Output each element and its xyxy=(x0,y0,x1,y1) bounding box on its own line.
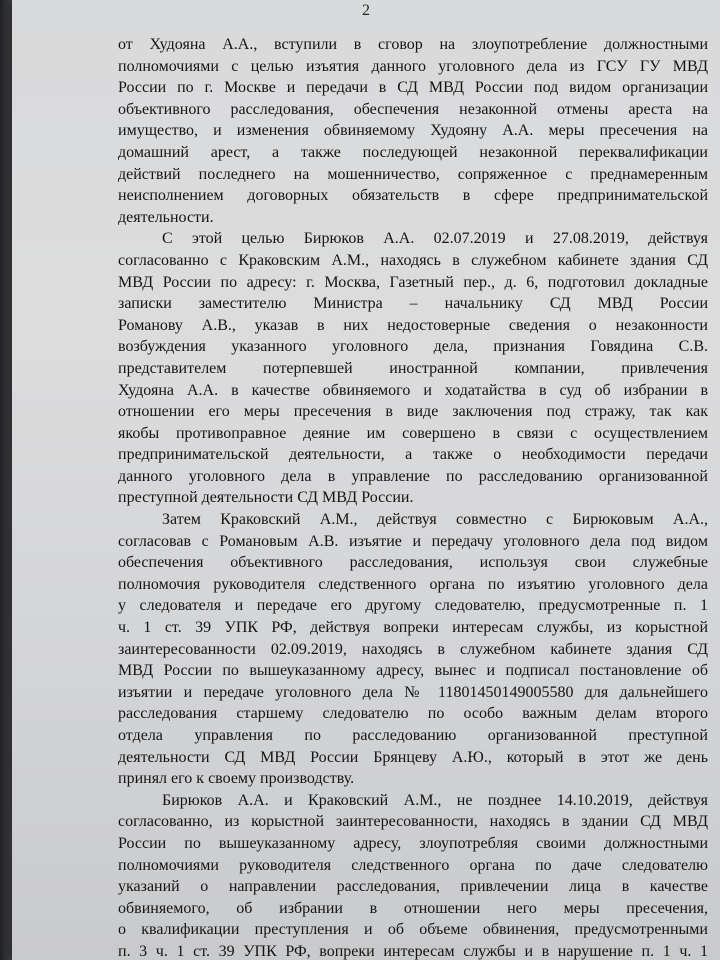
text-line: отношении его меры пресечения в виде заключения под стражу, так как xyxy=(118,403,708,421)
text-line: от Худояна А.А., вступили в сговор на злоупотребление должностными xyxy=(118,36,708,53)
paragraph xyxy=(118,509,708,790)
text-line: согласовав с Романовым А.В. изъятие и передачу уголовного дела под видом xyxy=(118,532,708,550)
text-line: ч. 1 ст. 39 УПК РФ, действуя вопреки интересам службы, из корыстной xyxy=(118,619,708,637)
text-line: расследования старшему следователю по особо важным делам второго xyxy=(118,705,708,723)
text-line: п. 3 ч. 1 ст. 39 УПК РФ, вопреки интересам службы и в нарушение п. 1 ч. 1 xyxy=(118,942,708,960)
text-line: представителем потерпевшей иностранной компании, привлечения xyxy=(118,359,708,377)
text-line: записки заместителю Министра – начальнику СД МВД России xyxy=(118,295,708,313)
text-line: России по вышеуказанному адресу, злоупотребляя своими должностными xyxy=(118,834,708,852)
text-line: принял его к своему производству. xyxy=(118,770,355,788)
text-line: у следователя и передаче его другому следователю, предусмотренные п. 1 xyxy=(118,597,708,615)
text-line: обеспечения объективного расследования, используя свои служебные xyxy=(118,554,708,572)
text-line: предпринимательской деятельности, а также о необходимости передачи xyxy=(118,446,708,464)
text-line: обвиняемого, об избрании в отношении него меры пресечения, xyxy=(118,899,708,917)
text-line: изъятии и передаче уголовного дела № 11801450149005580 для дальнейшего xyxy=(118,683,708,701)
text-line: МВД России по адресу: г. Москва, Газетный пер., д. 6, подготовил докладные xyxy=(118,273,708,291)
text-line: полномочиями с целью изъятия данного уголовного дела из ГСУ ГУ МВД xyxy=(118,57,708,75)
text-line: согласованно с Краковским А.М., находясь в служебном кабинете здания СД xyxy=(118,251,708,269)
text-line: домашний арест, а также последующей незаконной переквалификации xyxy=(118,143,708,161)
text-line: полномочиями руководителя следственного органа по даче следователю xyxy=(118,856,708,874)
text-line: Романову А.В., указав в них недостоверные сведения о незаконности xyxy=(118,316,708,334)
text-line: Худояна А.А. в качестве обвиняемого и ходатайства в суд об избрании в xyxy=(118,381,708,399)
paragraph xyxy=(118,34,708,228)
text-line: МВД России по вышеуказанному адресу, вынес и подписал постановление об xyxy=(118,662,708,680)
text-line: России по г. Москве и передачи в СД МВД России под видом организации xyxy=(118,79,708,97)
text-line: деятельности СД МВД России Брянцеву А.Ю., который в этот же день xyxy=(118,748,708,766)
text-line: объективного расследования, обеспечения незаконной отмены ареста на xyxy=(118,100,708,118)
document-page xyxy=(12,0,720,960)
paragraph xyxy=(118,790,708,960)
text-line: отдела управления по расследованию организованной преступной xyxy=(118,727,708,744)
text-line: согласованно, из корыстной заинтересованности, находясь в здании СД МВД xyxy=(118,813,708,831)
text-line: действий последнего на мошенничество, сопряженное с преднамеренным xyxy=(118,165,708,183)
page-number: 2 xyxy=(362,2,370,19)
text-line: полномочия руководителя следственного органа по изъятию уголовного дела xyxy=(118,575,708,593)
text-line: Затем Краковский А.М., действуя совместно с Бирюковым А.А., xyxy=(162,511,708,529)
paragraph xyxy=(118,228,708,509)
text-line: возбуждения указанного уголовного дела, признания Говядина С.В. xyxy=(118,338,708,356)
text-line: преступной деятельности СД МВД России. xyxy=(118,489,414,507)
document-body xyxy=(118,34,708,960)
text-line: деятельности. xyxy=(118,208,214,226)
text-line: С этой целью Бирюков А.А. 02.07.2019 и 27.08.2019, действуя xyxy=(162,230,708,248)
text-line: неисполнением договорных обязательств в сфере предпринимательской xyxy=(118,187,708,205)
text-line: о квалификации преступления и об объеме обвинения, предусмотренными xyxy=(118,921,708,939)
text-line: якобы противоправное деяние им совершено в связи с осуществлением xyxy=(118,424,708,442)
text-line: имущество, и изменения обвиняемому Худояну А.А. меры пресечения на xyxy=(118,122,708,140)
text-line: указаний о направлении расследования, привлечении лица в качестве xyxy=(118,878,708,896)
text-line: заинтересованности 02.09.2019, находясь в служебном кабинете здания СД xyxy=(118,640,708,658)
text-line: Бирюков А.А. и Краковский А.М., не позднее 14.10.2019, действуя xyxy=(162,791,708,809)
text-line: данного уголовного дела в управление по расследованию организованной xyxy=(118,467,708,485)
